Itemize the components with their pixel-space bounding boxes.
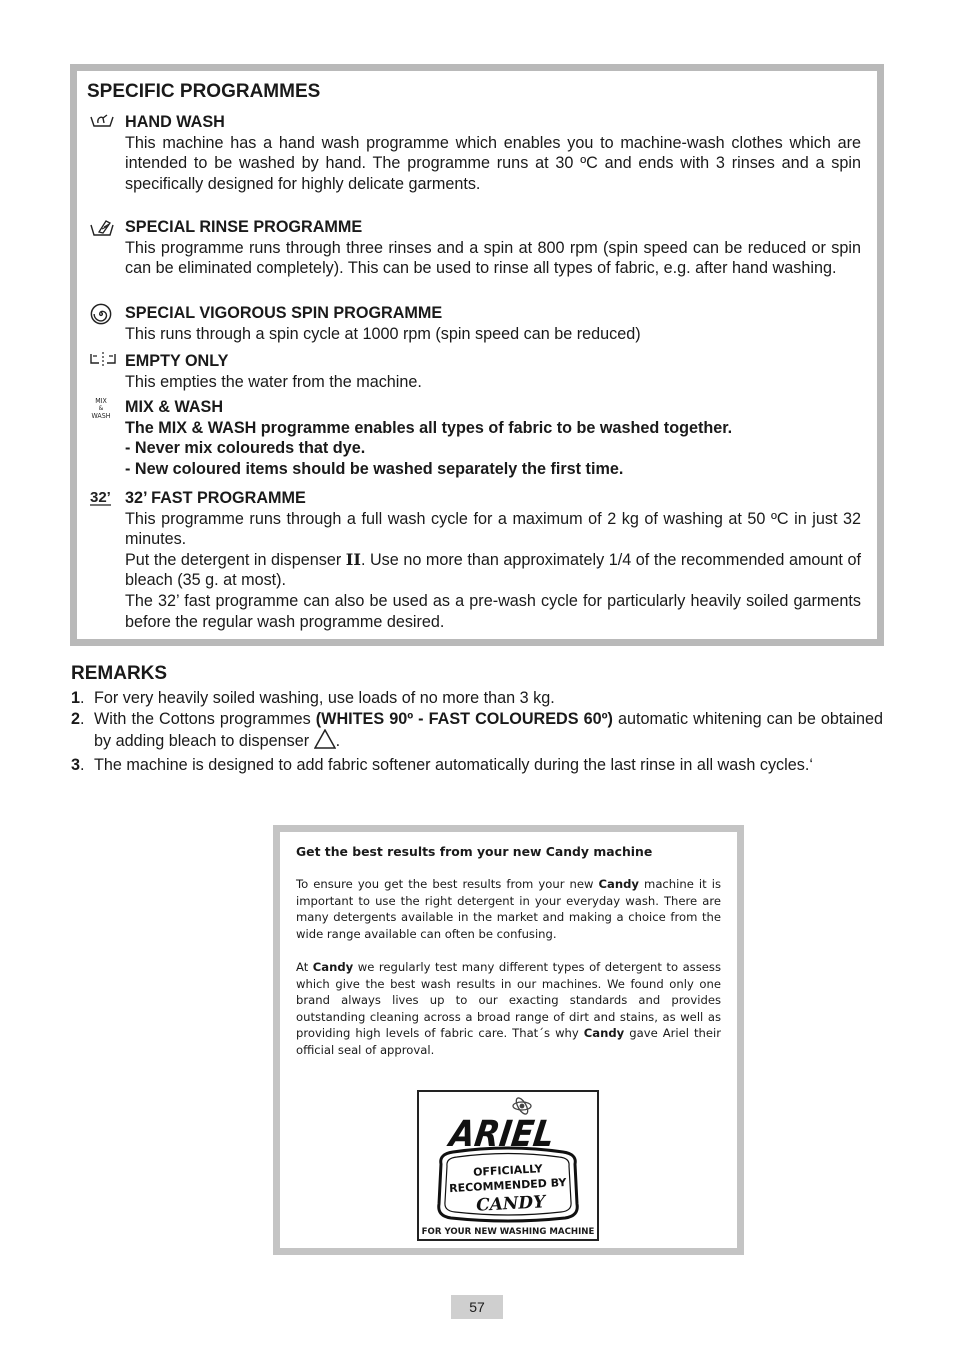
programme-text: This empties the water from the machine.: [125, 372, 422, 391]
remark-item: 3. The machine is designed to add fabric softener automatically during the last rinse in all wash cycles.‘: [71, 755, 813, 774]
candy-paragraph: To ensure you get the best results from your new Candy machine it is important to use the right detergent in your everyday wash. There are many detergents available in the market and making a choice from the wide range available can often be confusing.: [296, 877, 721, 941]
seal-line: RECOMMENDED BY: [448, 1175, 567, 1196]
programme-text: - New coloured items should be washed separately the first time.: [125, 459, 624, 478]
page-number: 57: [451, 1295, 503, 1319]
programme-heading: MIX & WASH: [125, 398, 224, 416]
hand-wash-icon: [89, 112, 115, 134]
ariel-wordmark: ARIEL: [447, 1112, 570, 1155]
rinse-icon: [89, 217, 115, 239]
section-title: SPECIFIC PROGRAMMES: [87, 81, 321, 102]
programme-text: The MIX & WASH programme enables all types of fabric to be washed together.: [125, 418, 733, 437]
programme-heading: EMPTY ONLY: [125, 352, 229, 370]
remark-item: 1. For very heavily soiled washing, use loads of no more than 3 kg.: [71, 689, 555, 707]
programme-heading: SPECIAL VIGOROUS SPIN PROGRAMME: [125, 304, 443, 322]
candy-paragraph: At Candy we regularly test many different types of detergent to assess which give the best wash results in our machines. We found only one brand always lives up to our exacting standards and provides outstanding cleaning across a broad range of dirt and stains, as well as providing high levels of fabric care. That´s why Candy gave Ariel their official seal of approval.: [296, 960, 721, 1057]
bleach-triangle-icon: [314, 729, 336, 755]
ariel-recommended-logo: [417, 1090, 599, 1241]
seal-line: OFFICIALLY: [472, 1162, 543, 1179]
programme-text: - Never mix coloureds that dye.: [125, 439, 366, 458]
programme-text: This programme runs through three rinses and a spin at 800 rpm (spin speed can be reduced or spin can be eliminated completely). This can be used to rinse all types of fabric, e.g. after hand washing.: [125, 238, 861, 278]
seal-candy-wordmark: CANDY: [475, 1192, 546, 1216]
candy-ariel-box: [273, 825, 744, 1255]
programme-heading: HAND WASH: [125, 113, 225, 131]
empty-drain-icon: [89, 351, 115, 373]
mix-icon-text: WASH: [91, 412, 111, 420]
fast-32-icon: [89, 486, 115, 508]
programme-heading: SPECIAL RINSE PROGRAMME: [125, 218, 363, 236]
programme-text: This runs through a spin cycle at 1000 rpm (spin speed can be reduced): [125, 324, 641, 343]
remarks-section: [71, 663, 883, 775]
programme-text: This machine has a hand wash programme which enables you to machine-wash clothes which are intended to be washed by hand. The programme runs at 30 ºC and ends with 3 rinses and a spin specifically designed for highly delicate garments.: [125, 133, 861, 193]
remarks-title: REMARKS: [71, 663, 168, 684]
programme-text: Put the detergent in dispenser II. Use no more than approximately 1/4 of the recommended amount of bleach (35 g. at most).: [125, 549, 861, 590]
programme-heading: 32’ FAST PROGRAMME: [125, 489, 306, 507]
remark-item: 2. With the Cottons programmes (WHITES 90º - FAST COLOUREDS 60º) automatic whitening can be obtained by adding bleach to dispenser .: [71, 709, 883, 755]
programme-text: This programme runs through a full wash cycle for a maximum of 2 kg of washing at 50 ºC in just 32 minutes.: [125, 509, 861, 549]
candy-box-title: Get the best results from your new Candy machine: [296, 844, 653, 859]
programme-text: The 32’ fast programme can also be used as a pre-wash cycle for particularly heavily soiled garments before the regular wash programme desired.: [125, 591, 861, 631]
mix-icon-text: MIX: [95, 397, 107, 405]
mix-wash-icon: [89, 395, 115, 420]
fast-icon-text: 32’: [90, 489, 111, 506]
dispenser-roman-label: II: [345, 549, 361, 569]
spiral-spin-icon: [89, 303, 115, 325]
specific-programmes-box: [70, 64, 884, 646]
logo-caption: FOR YOUR NEW WASHING MACHINE: [421, 1227, 595, 1237]
mix-icon-text: &: [98, 405, 104, 412]
